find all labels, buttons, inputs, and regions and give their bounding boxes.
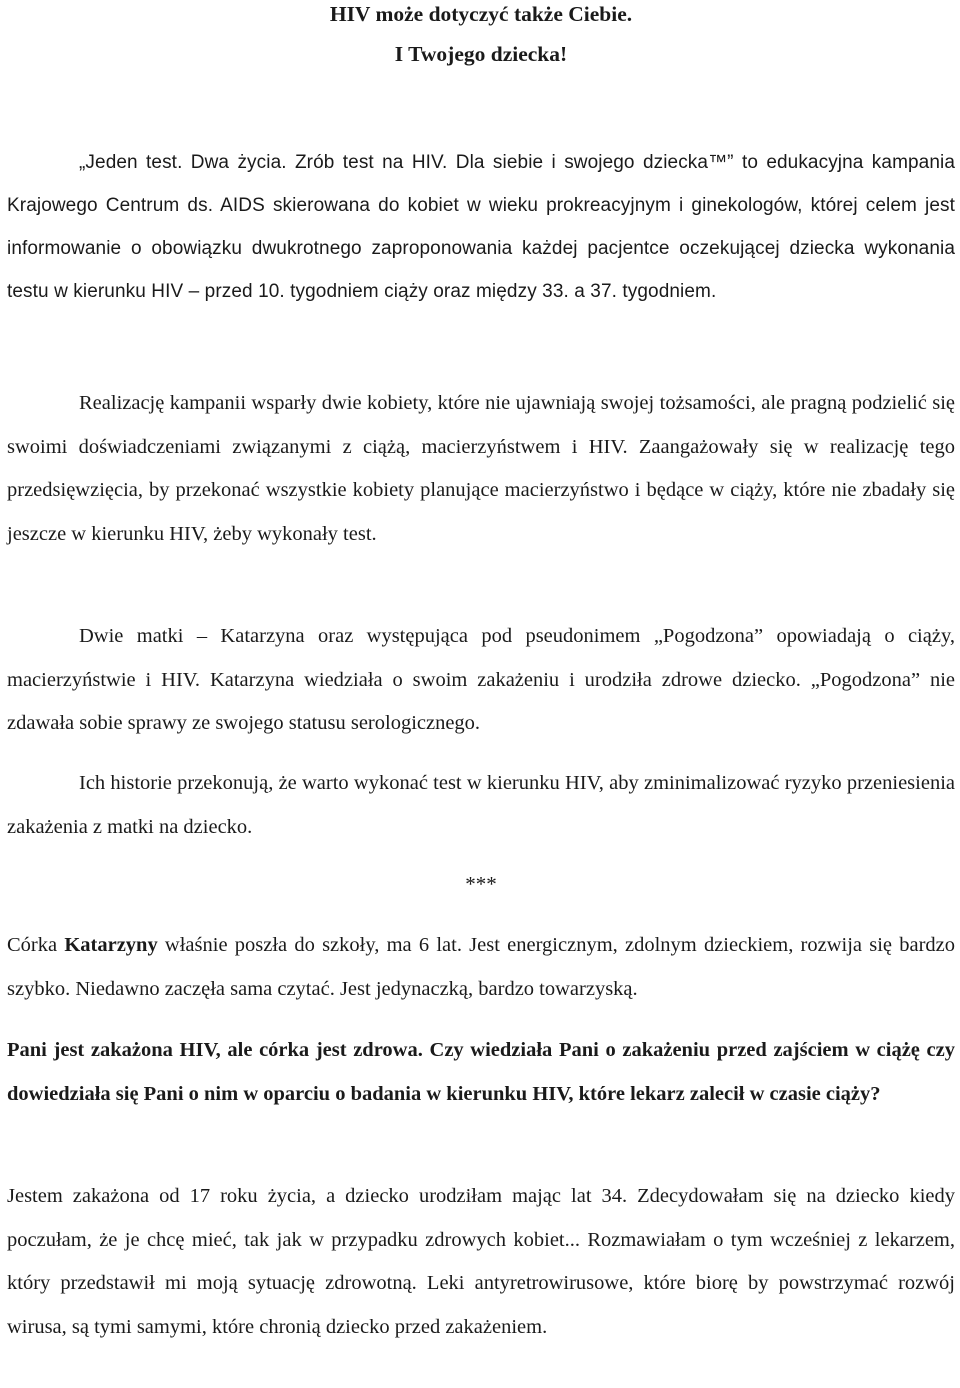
- section-separator: ***: [465, 872, 497, 896]
- interview-answer: Jestem zakażona od 17 roku życia, a dziecko urodziłam mając lat 34. Zdecydowałam się na dziecko kiedy poczułam, że je chcę mieć, tak jak w przypadku zdrowych kobiet... Rozmawiałam o tym wcześniej z lekarzem, który przedstawił mi moją sytuację zdrowotną. Leki antyretrowirusowe, które biorę by powstrzymać rozwój wirusa, są tymi samymi, które chronią dziecko przed zakażeniem.: [7, 1185, 955, 1338]
- story-lead-name: Katarzyny: [64, 934, 158, 956]
- interview-question: Pani jest zakażona HIV, ale córka jest zdrowa. Czy wiedziała Pani o zakażeniu przed zajściem w ciążę czy dowiedziała się Pani o nim w oparciu o badania w kierunku HIV, które lekarz zalecił w czasie ciąży?: [7, 1039, 955, 1105]
- intro-paragraph: „Jeden test. Dwa życia. Zrób test na HIV. Dla siebie i swojego dziecka™” to edukacyjna kampania Krajowego Centrum ds. AIDS skierowana do kobiet w wieku prokreacyjnym i ginekologów, której celem jest informowanie o obowiązku dwukrotnego zaproponowania każdej pacjentce oczekującej dziecka wykonania testu w kierunku HIV – przed 10. tygodniem ciąży oraz między 33. a 37. tygodniem.: [7, 152, 955, 302]
- story-lead-before: Córka: [7, 934, 65, 956]
- story-lead-after: właśnie poszła do szkoły, ma 6 lat. Jest energicznym, zdolnym dzieckiem, rozwija się bardzo szybko. Niedawno zaczęła sama czytać. Jest jedynaczką, bardzo towarzyską.: [7, 934, 955, 1000]
- paragraph-campaign-support: Realizację kampanii wsparły dwie kobiety, które nie ujawniają swojej tożsamości, ale pragną podzielić się swoimi doświadczeniami związanymi z ciążą, macierzyństwem i HIV. Zaangażowały się w realizację tego przedsięwzięcia, by przekonać wszystkie kobiety planujące macierzyństwo i będące w ciąży, które nie zbadały się jeszcze w kierunku HIV, żeby wykonały test.: [7, 392, 955, 545]
- document-subtitle: I Twojego dziecka!: [394, 42, 568, 66]
- story-lead-paragraph: [7, 924, 955, 1011]
- paragraph-conclusion: Ich historie przekonują, że warto wykonać test w kierunku HIV, aby zminimalizować ryzyko przeniesienia zakażenia z matki na dziecko.: [7, 772, 955, 838]
- document-title: HIV może dotyczyć także Ciebie.: [329, 2, 633, 26]
- paragraph-two-mothers: Dwie matki – Katarzyna oraz występująca pod pseudonimem „Pogodzona” opowiadają o ciąży, macierzyństwie i HIV. Katarzyna wiedziała o swoim zakażeniu i urodziła zdrowe dziecko. „Pogodzona” nie zdawała sobie sprawy ze swojego statusu serologicznego.: [7, 625, 955, 734]
